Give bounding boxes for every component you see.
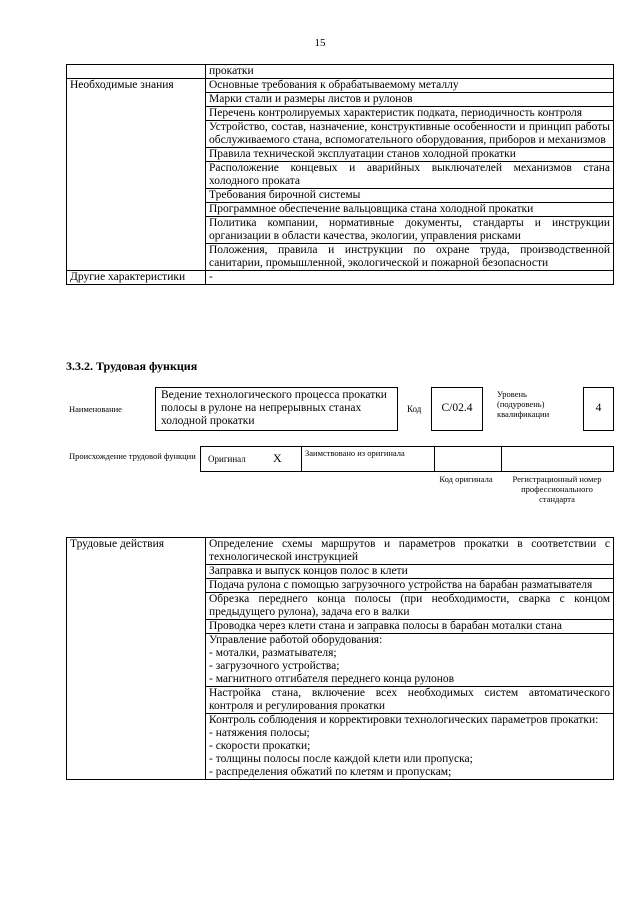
action-item: Обрезка переднего конца полосы (при необходимости, сварка с концом предыдущего рулона), задача его в валки: [206, 593, 614, 620]
section-heading: 3.3.2. Трудовая функция: [66, 359, 198, 373]
table-row: [67, 65, 614, 79]
knowledge-table: [66, 64, 614, 285]
code-caption: Код оригинала: [439, 474, 493, 484]
code-label: Код: [407, 404, 422, 414]
knowledge-item: Требования бирочной системы: [206, 189, 614, 203]
function-name-box: Ведение технологического процесса прокатки полосы в рулоне на непрерывных станах холодной прокатки: [155, 387, 398, 431]
divider: [434, 447, 435, 471]
reg-caption: Регистрационный номер профессионального стандарта: [512, 474, 602, 504]
action-item: Подача рулона с помощью загрузочного устройства на барабан разматывателя: [206, 579, 614, 593]
knowledge-item: Политика компании, нормативные документы, стандарты и инструкции организации в области качества, экологии, управления рисками: [206, 217, 614, 244]
action-item: Контроль соблюдения и корректировки технологических параметров прокатки: - натяжения полосы; - скорости прокатки; - толщины полосы после каждой клети или пропуска; - распределения обжатий по клетям и пропускам;: [206, 714, 614, 780]
knowledge-label: Необходимые знания: [67, 79, 206, 271]
page-number: 15: [314, 37, 326, 49]
table-row: [67, 538, 614, 565]
action-item: Определение схемы маршрутов и параметров прокатки в соответствии с технологической инструкцией: [206, 538, 614, 565]
original-label: Оригинал: [208, 454, 246, 464]
action-item: Проводка через клети стана и заправка полосы в барабан моталки стана: [206, 620, 614, 634]
knowledge-item: Перечень контролируемых характеристик подката, периодичность контроля: [206, 107, 614, 121]
action-item: Настройка стана, включение всех необходимых систем автоматического контроля и регулирования прокатки: [206, 687, 614, 714]
knowledge-item: Положения, правила и инструкции по охране труда, производственной санитарии, промышленной, экологической и пожарной безопасности: [206, 244, 614, 271]
knowledge-item: Устройство, состав, назначение, конструктивные особенности и принцип работы обслуживаемого стана, вспомогательного оборудования, приборов и механизмов: [206, 121, 614, 148]
level-box: 4: [583, 387, 614, 431]
origin-box: [200, 446, 614, 472]
actions-table: [66, 537, 614, 780]
table-row: [67, 271, 614, 285]
knowledge-item: Программное обеспечение вальцовщика стана холодной прокатки: [206, 203, 614, 217]
knowledge-item: Правила технической эксплуатации станов холодной прокатки: [206, 148, 614, 162]
table-row: [67, 79, 614, 93]
actions-label: Трудовые действия: [67, 538, 206, 780]
name-label: Наименование: [69, 404, 122, 414]
action-item: Управление работой оборудования: - моталки, разматывателя; - загрузочного устройства; - магнитного отгибателя переднего конца рулонов: [206, 634, 614, 687]
level-label: Уровень (подуровень) квалификации: [497, 389, 550, 419]
divider: [301, 447, 302, 471]
code-box: C/02.4: [431, 387, 483, 431]
continuation-cell: прокатки: [206, 65, 614, 79]
knowledge-item: Основные требования к обрабатываемому металлу: [206, 79, 614, 93]
original-mark: X: [273, 451, 282, 465]
borrowed-label: Заимствовано из оригинала: [305, 448, 405, 458]
other-label: Другие характеристики: [67, 271, 206, 285]
blank-cell: [67, 65, 206, 79]
knowledge-item: Марки стали и размеры листов и рулонов: [206, 93, 614, 107]
origin-label: Происхождение трудовой функции: [69, 451, 196, 461]
knowledge-item: Расположение концевых и аварийных выключателей механизмов стана холодного проката: [206, 162, 614, 189]
action-item: Заправка и выпуск концов полос в клети: [206, 565, 614, 579]
other-value: -: [206, 271, 614, 285]
divider: [501, 447, 502, 471]
